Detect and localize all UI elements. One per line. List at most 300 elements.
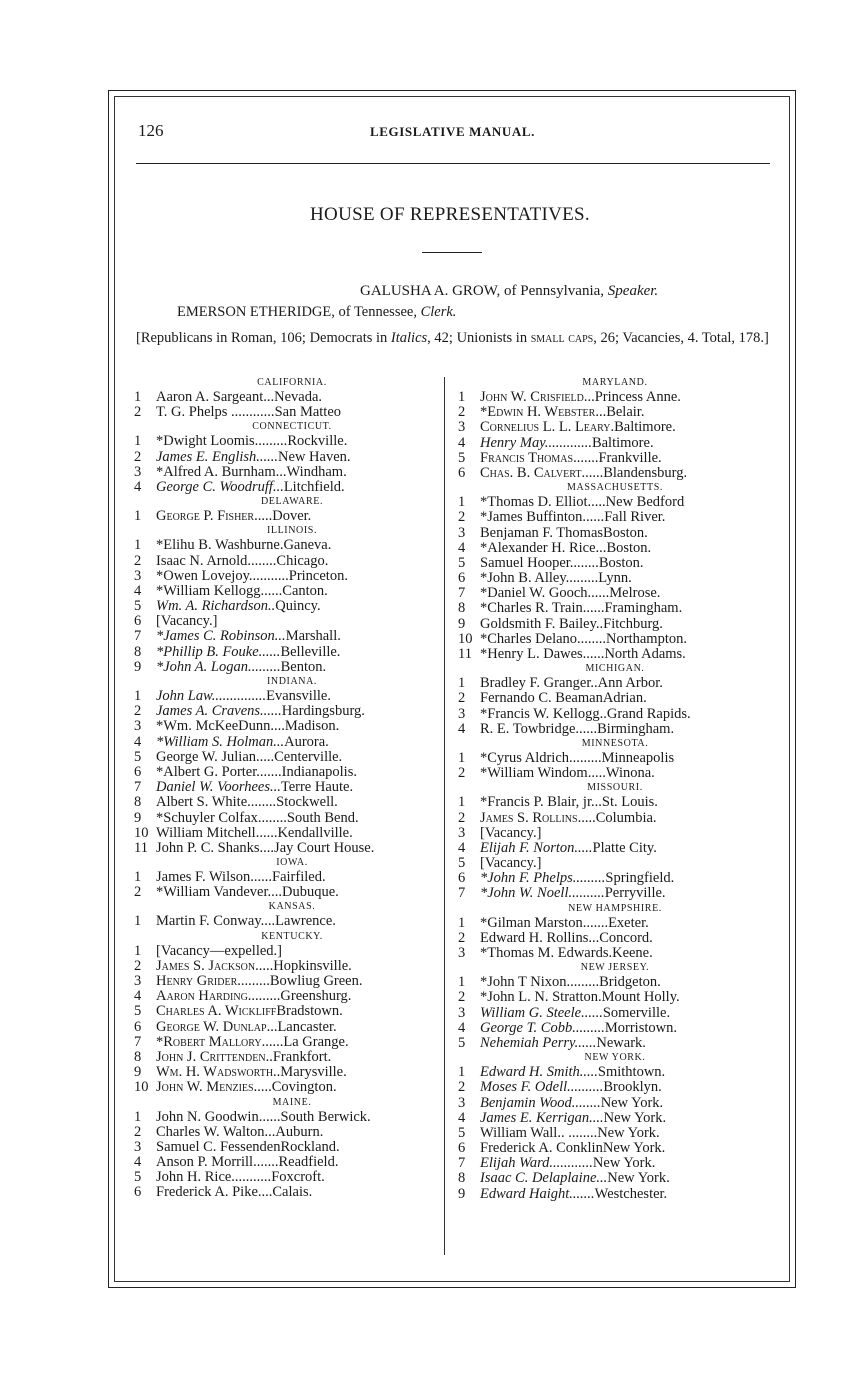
- state-heading: DELAWARE.: [260, 496, 324, 508]
- member-name: George W. Julian.....: [156, 748, 275, 765]
- note-part3: , 26; Vacancies, 4. Total, 178.]: [593, 330, 769, 346]
- member-row: [134, 614, 440, 629]
- member-residence: Princess Anne.: [594, 389, 681, 405]
- member-residence: Perryville.: [604, 885, 666, 902]
- member-residence: Covington.: [271, 1079, 337, 1096]
- member-residence: Somerville.: [602, 1004, 671, 1021]
- district-number: 2: [458, 809, 466, 826]
- member-residence: Greenshurg.: [280, 988, 352, 1005]
- member-row: [458, 1187, 762, 1202]
- member-residence: Terre Haute.: [280, 779, 354, 796]
- member-name: George P. Fisher.....: [156, 508, 273, 525]
- district-number: 3: [134, 718, 142, 735]
- member-name: Isaac N. Arnold........: [156, 552, 277, 569]
- member-residence: Lancaster.: [277, 1018, 337, 1035]
- note-smallcaps: small caps: [530, 330, 594, 346]
- district-number: 1: [458, 675, 466, 692]
- member-name: *Thomas M. Edwards.: [480, 945, 613, 961]
- member-row: [458, 916, 762, 931]
- district-number: 1: [458, 914, 466, 931]
- member-residence: Windham.: [286, 463, 347, 480]
- district-number: 5: [134, 598, 142, 615]
- member-name: [Vacancy.]: [156, 613, 218, 630]
- member-residence: Nevada.: [274, 389, 323, 405]
- member-residence: New Bedford: [605, 494, 685, 511]
- district-number: 3: [458, 1094, 466, 1111]
- member-residence: Kendallville.: [277, 824, 353, 841]
- member-row: [458, 707, 762, 722]
- member-row: [458, 1111, 762, 1126]
- member-name: George W. Dunlap...: [156, 1018, 278, 1035]
- member-residence: St. Louis.: [601, 794, 658, 811]
- member-row: [458, 990, 762, 1005]
- member-residence: Columbia.: [595, 809, 657, 826]
- member-residence: Concord.: [599, 929, 653, 946]
- right-column: [458, 376, 762, 1202]
- left-column: [134, 376, 440, 1201]
- party-note: [136, 330, 772, 347]
- member-name: Frederick A. Conklin: [480, 1140, 603, 1157]
- member-row: [458, 676, 762, 691]
- member-row: [134, 584, 440, 599]
- member-row: [134, 944, 440, 959]
- member-row: [134, 509, 440, 524]
- page-number: 126: [138, 121, 164, 140]
- member-row: [458, 975, 762, 990]
- member-row: [458, 1065, 762, 1080]
- district-number: 1: [134, 537, 142, 554]
- member-name: Edward H. Smith.....: [480, 1064, 598, 1081]
- district-number: 3: [458, 1004, 466, 1021]
- member-row: [134, 465, 440, 480]
- member-name: *Edwin H. Webster...: [480, 404, 607, 421]
- member-name: *William S. Holman...: [156, 733, 285, 750]
- member-name: Edward Haight.......: [480, 1185, 595, 1202]
- member-residence: Calais.: [272, 1184, 313, 1201]
- state-heading: MASSACHUSETTS.: [567, 482, 663, 494]
- member-residence: Exeter.: [608, 914, 649, 931]
- member-row: [134, 569, 440, 584]
- district-number: 4: [134, 988, 142, 1005]
- district-number: 1: [134, 1108, 142, 1125]
- district-number: 7: [458, 1155, 466, 1172]
- member-row: [134, 689, 440, 704]
- district-number: 9: [134, 658, 142, 675]
- member-name: [Vacancy.]: [480, 855, 542, 872]
- district-number: 6: [458, 570, 466, 587]
- district-number: 3: [458, 705, 466, 722]
- member-residence: Boston.: [603, 524, 648, 541]
- member-residence: Springfield.: [605, 870, 675, 887]
- member-row: [134, 450, 440, 465]
- member-name: *Francis W. Kellogg..: [480, 705, 607, 722]
- member-row: [134, 885, 440, 900]
- member-row: [458, 886, 762, 901]
- member-name: *Robert Mallory......: [156, 1033, 284, 1050]
- member-row: [134, 1140, 440, 1155]
- member-name: *Gilman Marston.......: [480, 914, 609, 931]
- member-name: James A. Cravens......: [156, 703, 282, 720]
- member-residence: Centerville.: [274, 748, 343, 765]
- member-residence: Benton.: [280, 658, 327, 675]
- member-name: *Elihu B. Washburne.: [156, 537, 284, 554]
- member-row: [458, 691, 762, 706]
- district-number: 5: [458, 1034, 466, 1051]
- member-name: John W. Crisfield...: [480, 389, 595, 405]
- district-number: 10: [134, 1079, 149, 1096]
- member-residence: Lawrence.: [275, 913, 336, 930]
- member-residence: North Adams.: [604, 646, 686, 662]
- member-row: [134, 826, 440, 841]
- member-residence: Hardingsburg.: [281, 703, 365, 720]
- member-name: R. E. Towbridge......: [480, 720, 598, 737]
- member-residence: Blandensburg.: [603, 464, 688, 481]
- district-number: 2: [458, 404, 466, 421]
- member-row: [134, 765, 440, 780]
- district-number: 3: [134, 567, 142, 584]
- member-row: [134, 434, 440, 449]
- district-number: 1: [134, 869, 142, 886]
- district-number: 2: [134, 884, 142, 901]
- member-row: [134, 1035, 440, 1050]
- member-row: [134, 1020, 440, 1035]
- district-number: 7: [134, 1033, 142, 1050]
- member-residence: New York.: [600, 1094, 664, 1111]
- district-number: 8: [134, 794, 142, 811]
- member-residence: South Bend.: [286, 809, 359, 826]
- member-residence: Hopkinsville.: [273, 957, 352, 974]
- member-row: [134, 405, 440, 420]
- member-row: [134, 1125, 440, 1140]
- member-row: [458, 751, 762, 766]
- district-number: 1: [458, 974, 466, 991]
- member-residence: Bradstown.: [276, 1003, 343, 1020]
- district-number: 9: [458, 615, 466, 632]
- district-number: 5: [458, 449, 466, 466]
- member-name: Moses F. Odell..........: [480, 1079, 604, 1096]
- member-name: *Charles R. Train......: [480, 600, 605, 617]
- member-name: James S. Rollins.....: [480, 809, 596, 826]
- member-row: [134, 480, 440, 495]
- member-residence: Frankville.: [598, 449, 662, 466]
- member-row: [458, 856, 762, 871]
- speaker-tail: , of Pennsylvania,: [496, 283, 608, 299]
- member-residence: Princeton.: [288, 567, 348, 584]
- member-residence: Birmingham.: [597, 720, 675, 737]
- member-name: T. G. Phelps ............: [156, 404, 275, 421]
- member-residence: Minneapolis: [601, 749, 675, 766]
- district-number: 2: [134, 404, 142, 421]
- member-name: *Wm. McKeeDunn....: [156, 718, 285, 735]
- member-name: Elijah F. Norton.....: [480, 839, 593, 856]
- district-number: 6: [458, 464, 466, 481]
- state-heading: KENTUCKY.: [261, 930, 323, 942]
- member-residence: Canton.: [282, 582, 328, 599]
- district-number: 2: [458, 929, 466, 946]
- state-heading: MAINE.: [272, 1096, 312, 1108]
- member-row: [458, 1006, 762, 1021]
- member-name: John H. Rice...........: [156, 1169, 272, 1186]
- member-name: *Daniel W. Gooch......: [480, 585, 610, 602]
- district-number: 1: [134, 389, 142, 405]
- district-number: 7: [134, 628, 142, 645]
- state-heading: NEW YORK.: [584, 1052, 646, 1064]
- district-number: 6: [134, 1184, 142, 1201]
- member-row: [458, 617, 762, 632]
- member-name: John P. C. Shanks....: [156, 839, 275, 856]
- member-residence: Baltimore.: [591, 434, 654, 451]
- district-number: 1: [458, 389, 466, 405]
- member-row: [134, 645, 440, 660]
- state-heading: INDIANA.: [266, 676, 318, 687]
- district-number: 2: [458, 509, 466, 526]
- state-heading: NEW JERSEY.: [580, 962, 650, 974]
- member-residence: New Haven.: [278, 448, 351, 465]
- member-residence: Quincy.: [275, 598, 321, 615]
- member-row: [134, 1065, 440, 1080]
- member-name: *James C. Robinson...: [156, 628, 286, 645]
- district-number: 5: [134, 1169, 142, 1186]
- district-number: 5: [458, 554, 466, 571]
- member-name: Elijah Ward............: [480, 1155, 593, 1172]
- member-row: [458, 826, 762, 841]
- member-row: [134, 1050, 440, 1065]
- member-residence: Newark.: [596, 1034, 646, 1051]
- member-name: Francis Thomas.......: [480, 449, 599, 466]
- district-number: 9: [134, 809, 142, 826]
- member-row: [458, 766, 762, 781]
- member-name: Aaron A. Sargeant...: [156, 389, 275, 405]
- member-name: *John A. Logan.........: [156, 658, 281, 675]
- member-name: [Vacancy—expelled.]: [156, 942, 283, 959]
- member-residence: Ann Arbor.: [597, 675, 663, 692]
- district-number: 4: [458, 839, 466, 856]
- member-row: [458, 451, 762, 466]
- member-row: [458, 841, 762, 856]
- member-row: [458, 1080, 762, 1095]
- member-residence: Chicago.: [276, 552, 329, 569]
- member-name: Samuel Hooper........: [480, 554, 599, 571]
- district-number: 3: [134, 463, 142, 480]
- district-number: 10: [134, 824, 149, 841]
- state-heading: ILLINOIS.: [266, 525, 318, 537]
- member-residence: Rockville.: [287, 433, 348, 450]
- district-number: 6: [458, 870, 466, 887]
- member-row: [458, 871, 762, 886]
- member-residence: Adrian.: [602, 690, 647, 707]
- member-name: Anson P. Morrill.......: [156, 1154, 279, 1171]
- clerk-tail: , of Tennessee,: [331, 304, 421, 320]
- member-row: [458, 405, 762, 420]
- member-name: George T. Cobb.........: [480, 1019, 605, 1036]
- column-divider: [444, 377, 445, 1255]
- member-name: *John T Nixon.........: [480, 974, 600, 991]
- state-heading: IOWA.: [276, 857, 308, 869]
- member-residence: Foxcroft.: [271, 1169, 325, 1186]
- member-row: [458, 1021, 762, 1036]
- member-name: Henry Grider.........: [156, 973, 270, 989]
- clerk-name: EMERSON ETHERIDGE: [177, 304, 332, 320]
- member-row: [134, 1110, 440, 1125]
- district-number: 1: [458, 494, 466, 511]
- clerk-role: Clerk.: [420, 304, 457, 320]
- title-rule: [422, 252, 482, 253]
- page-title: [0, 204, 868, 226]
- member-residence: New York.: [603, 1109, 667, 1126]
- member-row: [458, 586, 762, 601]
- district-number: 1: [134, 942, 142, 959]
- member-row: [134, 629, 440, 644]
- member-row: [458, 811, 762, 826]
- member-name: *Thomas D. Elliot.....: [480, 494, 606, 511]
- member-residence: Fall River.: [604, 509, 666, 526]
- member-name: *John L. N. Stratton.: [480, 989, 602, 1006]
- district-number: 7: [458, 885, 466, 902]
- member-row: [134, 780, 440, 795]
- member-residence: Fairfiled.: [272, 869, 326, 886]
- district-number: 7: [458, 585, 466, 602]
- district-number: 2: [458, 690, 466, 707]
- member-name: *John W. Noell..........: [480, 885, 605, 902]
- member-name: William Mitchell......: [156, 824, 278, 841]
- district-number: 5: [458, 855, 466, 872]
- member-residence: Frankfort.: [272, 1048, 332, 1065]
- member-row: [134, 914, 440, 929]
- member-residence: Jay Court House.: [274, 839, 375, 856]
- member-name: James E. English......: [156, 448, 279, 465]
- member-name: Isaac C. Delaplaine...: [480, 1170, 608, 1187]
- district-number: 11: [458, 646, 472, 662]
- member-name: John N. Goodwin......: [156, 1108, 281, 1125]
- speaker-line: [360, 283, 658, 300]
- member-name: James F. Wilson......: [156, 869, 273, 886]
- member-residence: Mount Holly.: [601, 989, 680, 1006]
- district-number: 3: [458, 419, 466, 436]
- member-row: [458, 571, 762, 586]
- member-name: William G. Steele......: [480, 1004, 603, 1021]
- member-row: [134, 870, 440, 885]
- speaker-role: Speaker.: [607, 283, 659, 299]
- member-row: [458, 1171, 762, 1186]
- member-row: [134, 1080, 440, 1095]
- member-residence: Bowliug Green.: [269, 973, 363, 989]
- member-name: Fernando C. Beaman: [480, 690, 603, 707]
- member-residence: Madison.: [284, 718, 340, 735]
- district-number: 5: [134, 748, 142, 765]
- member-row: [134, 599, 440, 614]
- district-number: 3: [458, 824, 466, 841]
- state-heading: NEW HAMPSHIRE.: [568, 902, 662, 914]
- member-row: [458, 466, 762, 481]
- district-number: 2: [134, 957, 142, 974]
- member-residence: Stockwell.: [276, 794, 338, 811]
- member-residence: Brooklyn.: [603, 1079, 662, 1096]
- state-heading: MARYLAND.: [582, 377, 648, 388]
- member-residence: Smithtown.: [597, 1064, 666, 1081]
- member-row: [458, 390, 762, 405]
- district-number: 3: [458, 945, 466, 961]
- member-name: Albert S. White........: [156, 794, 277, 811]
- district-number: 8: [458, 1170, 466, 1187]
- member-row: [134, 390, 440, 405]
- member-name: Bradley F. Granger..: [480, 675, 598, 692]
- member-residence: Litchfield.: [283, 478, 345, 495]
- district-number: 5: [458, 1124, 466, 1141]
- member-name: Henry May.............: [480, 434, 592, 451]
- member-name: John Law...............: [156, 688, 267, 704]
- member-row: [458, 632, 762, 647]
- member-residence: New York.: [597, 1124, 660, 1141]
- member-residence: San Matteo: [274, 404, 342, 421]
- member-residence: Baltimore.: [614, 419, 676, 436]
- member-residence: Fitchburg.: [603, 615, 663, 632]
- page-title-text: HOUSE OF REPRESENTATIVES.: [310, 204, 590, 225]
- member-row: [134, 811, 440, 826]
- member-row: [458, 1156, 762, 1171]
- member-residence: Dubuque.: [282, 884, 339, 901]
- district-number: 4: [458, 1019, 466, 1036]
- district-number: 4: [134, 1154, 142, 1171]
- state-heading: CONNECTICUT.: [252, 421, 332, 433]
- member-residence: Belleville.: [280, 643, 341, 660]
- district-number: 5: [134, 1003, 142, 1020]
- member-row: [134, 538, 440, 553]
- district-number: 4: [458, 434, 466, 451]
- note-part2: , 42; Unionists in: [427, 330, 531, 346]
- member-residence: Northampton.: [606, 630, 687, 647]
- member-row: [458, 1126, 762, 1141]
- member-residence: Bridgeton.: [599, 974, 661, 991]
- member-row: [458, 420, 762, 435]
- member-name: Benjamin Wood........: [480, 1094, 601, 1111]
- member-residence: Marshall.: [285, 628, 341, 645]
- district-number: 4: [134, 733, 142, 750]
- member-name: Cornelius L. L. Leary.: [480, 419, 615, 436]
- member-name: George C. Woodruff...: [156, 478, 284, 495]
- member-name: Charles A. Wickliff: [156, 1003, 277, 1020]
- member-name: *Phillip B. Fouke......: [156, 643, 281, 660]
- member-name: *Owen Lovejoy...........: [156, 567, 289, 584]
- member-name: Martin F. Conway....: [156, 913, 276, 930]
- member-row: [458, 795, 762, 810]
- note-italics: Italics: [390, 330, 428, 346]
- district-number: 2: [458, 989, 466, 1006]
- member-name: William Wall.. ........: [480, 1124, 598, 1141]
- member-name: *Cyrus Aldrich.........: [480, 749, 602, 766]
- district-number: 2: [134, 703, 142, 720]
- member-residence: Keene.: [612, 945, 653, 961]
- member-residence: Readfield.: [278, 1154, 339, 1171]
- member-row: [134, 735, 440, 750]
- member-row: [134, 704, 440, 719]
- member-row: [458, 722, 762, 737]
- district-number: 2: [134, 552, 142, 569]
- member-name: Aaron Harding.........: [156, 988, 281, 1005]
- member-name: *Charles Delano........: [480, 630, 607, 647]
- member-row: [458, 495, 762, 510]
- member-name: Wm. A. Richardson..: [156, 598, 276, 615]
- district-number: 9: [134, 1064, 142, 1081]
- member-residence: Ganeva.: [283, 537, 332, 554]
- state-heading: CALIFORNIA.: [257, 377, 327, 388]
- district-number: 10: [458, 630, 473, 647]
- district-number: 1: [134, 913, 142, 930]
- district-number: 3: [458, 524, 466, 541]
- member-name: *William Vandever....: [156, 884, 282, 901]
- member-name: *Henry L. Dawes......: [480, 646, 605, 662]
- member-residence: Boston.: [598, 554, 644, 571]
- district-number: 4: [134, 478, 142, 495]
